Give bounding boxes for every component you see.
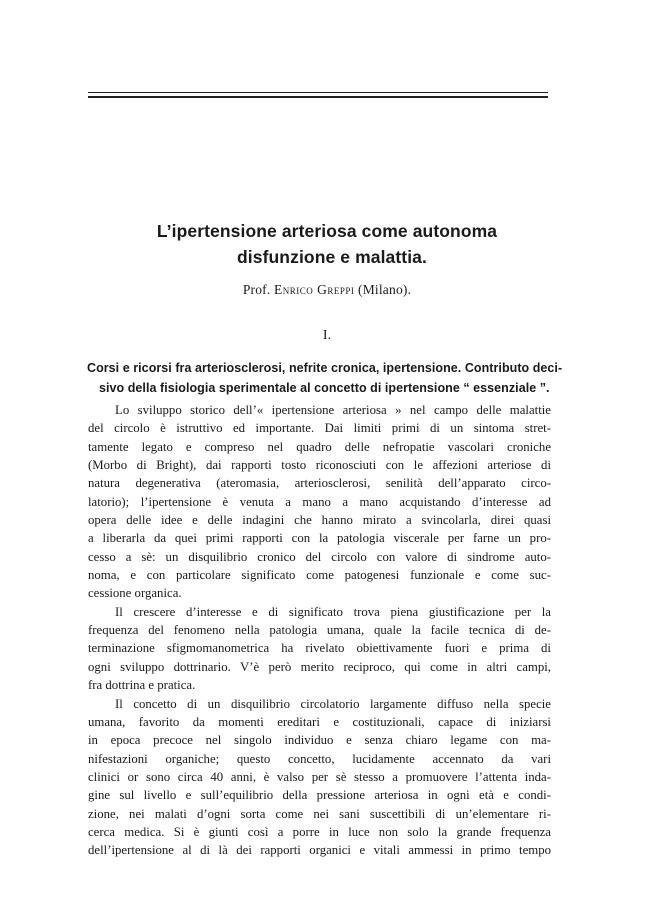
text-line: Il concetto di un disquilibrio circolatorio largamente diffuso nella specie xyxy=(115,696,551,711)
section-subtitle-line-2: sivo della fisiologia sperimentale al concetto di ipertensione “ essenziale ”. xyxy=(99,381,550,395)
text-line: zione, nei malati d’ogni sorta come nei sani suscettibili di un’elementare ri- xyxy=(88,806,551,821)
text-line: opera delle idee e delle indagini che hanno mirato a svincolarla, direi quasi xyxy=(88,513,551,528)
text-line: Lo sviluppo storico dell’« ipertensione arteriosa » nel campo delle malattie xyxy=(115,403,551,417)
text-line: in epoca precoce nel singolo individuo e senza chiaro legame con ma- xyxy=(88,733,551,748)
header-rule-top xyxy=(88,92,548,93)
text-line: cesso a sè: un disquilibrio cronico del circolo con valore di sindrome auto- xyxy=(88,549,551,564)
article-title xyxy=(0,218,654,270)
article-title-line-1: L’ipertensione arteriosa come autonoma xyxy=(156,221,498,241)
header-rule-bottom xyxy=(88,96,548,98)
text-line: (Morbo di Bright), dai rapporti tosto riconosciuti con le affezioni arteriose di xyxy=(88,458,551,473)
section-subtitle-line-1: Corsi e ricorsi fra arteriosclerosi, nefrite cronica, ipertensione. Contributo deci- xyxy=(87,361,563,375)
text-line: tamente legato e compreso nel quadro delle nefropatie vascolari croniche xyxy=(88,439,551,454)
text-line: clinici or sono circa 40 anni, è valso per sè stesso a promuovere l’attenta inda- xyxy=(88,769,551,784)
text-line: fra dottrina e pratica. xyxy=(88,678,196,693)
author-affiliation: (Milano). xyxy=(358,282,412,297)
text-line: noma, e con particolare significato come patogenesi funzionale e come suc- xyxy=(88,568,551,583)
article-title-line-2: disfunzione e malattia. xyxy=(237,247,427,267)
author-line xyxy=(0,282,654,298)
section-number: I. xyxy=(322,328,332,343)
text-line: terminazione sfigmomanometrica ha rivelato obiettivamente fuori e prima di xyxy=(88,641,551,656)
text-line: dell’ipertensione al di là dei rapporti organici e vitali ammessi in primo tempo xyxy=(88,843,551,858)
section-subtitle xyxy=(87,358,567,398)
text-line: frequenza del fenomeno nella patologia umana, quale la facile tecnica di de- xyxy=(88,623,551,638)
text-line: ogni sviluppo dottrinario. V’è però merito reciproco, qui come in altri campi, xyxy=(88,659,551,674)
text-line: Il crescere d’interesse e di significato trova piena giustificazione per la xyxy=(115,604,551,619)
text-line: cessione organica. xyxy=(88,586,182,601)
text-line: nifestazioni organiche; questo concetto, lucidamente accennato da vari xyxy=(88,751,551,766)
text-line: a liberarla da quei primi rapporti con la patologia viscerale per farne un pro- xyxy=(88,531,551,546)
author-prefix: Prof. xyxy=(242,282,271,297)
text-line: umana, favorito da momenti ereditari e costituzionali, capace di iniziarsi xyxy=(88,714,551,729)
text-line: cerca medica. Si è giunti così a porre in luce non solo la grande frequenza xyxy=(88,824,551,839)
body-text xyxy=(88,401,551,860)
text-line: natura degenerativa (ateromasia, arteriosclerosi, senilità dell’apparato circo- xyxy=(88,476,551,491)
text-line: del circolo è istruttivo ed importante. Dai limiti primi di un sintoma stret- xyxy=(88,421,551,436)
text-line: gine sul livello e sull’equilibrio della pressione arteriosa in ogni età e condi- xyxy=(88,788,551,803)
author-name: Enrico Greppi xyxy=(274,282,355,297)
text-line: latorio); l’ipertensione è venuta a mano a mano acquistando d’interesse ad xyxy=(88,494,551,509)
